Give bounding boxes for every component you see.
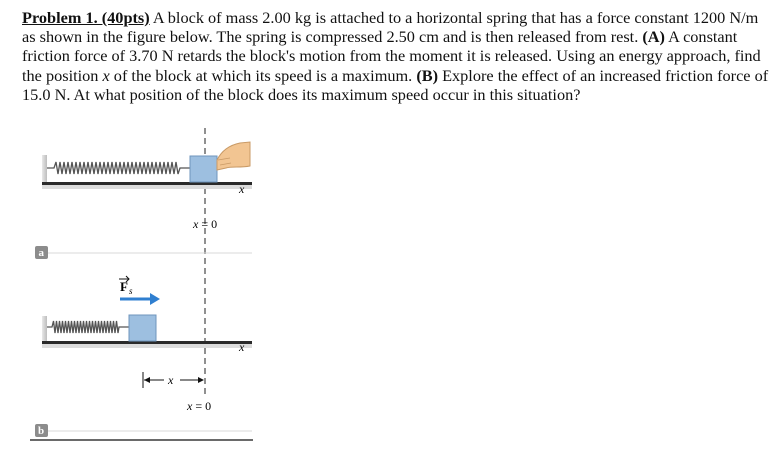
variable-x: x [102,65,110,85]
origin-eq-b: = 0 [192,399,212,413]
wall-b [42,316,47,344]
origin-label-a [192,217,217,231]
displacement-left-arrowhead [144,377,150,383]
wall-a [42,155,47,185]
origin-x-b: x [187,399,193,413]
block-a [190,156,217,182]
badge-b: b [38,425,45,437]
panel-a [35,142,252,259]
origin-label-b [186,399,211,413]
origin-eq-a: = 0 [198,217,218,231]
force-arrow-icon [150,293,160,305]
axis-label-a: x [239,182,245,196]
part-a-text: A constant friction force of 3.70 N retards the block's motion from the moment it is released. Using an energy approach, find the position [22,27,761,85]
displacement-label: x [168,373,174,387]
floor-a [42,182,252,185]
block-b [129,315,156,341]
panel-b [30,276,253,440]
problem-heading: Problem 1. (40pts) [22,8,150,27]
spring-a [47,162,190,174]
force-label: F [120,279,128,294]
badge-a: a [38,247,44,259]
part-b-text: Explore the effect of an increased friction force of 15.0 N. At what position of the block does its maximum speed occur in this situation? [22,65,769,104]
axis-label-b: x [239,340,245,354]
part-a-label: (A) [642,27,665,47]
floor-shadow-a [42,185,252,189]
origin-x-a: x [193,217,199,231]
spring-b [47,321,129,333]
problem-intro: A block of mass 2.00 kg is attached to a horizontal spring that has a force constant 1200 N/m as shown in the figure below. The spring is compressed 2.50 cm and is then released from rest. [22,8,759,47]
floor-shadow-b [42,344,252,348]
part-a-text-2: of the block at which its speed is a maximum. [109,65,417,85]
force-subscript: s [129,286,133,296]
displacement-right-arrowhead [198,377,204,383]
hand-icon [217,142,250,170]
part-b-label: (B) [416,65,439,85]
